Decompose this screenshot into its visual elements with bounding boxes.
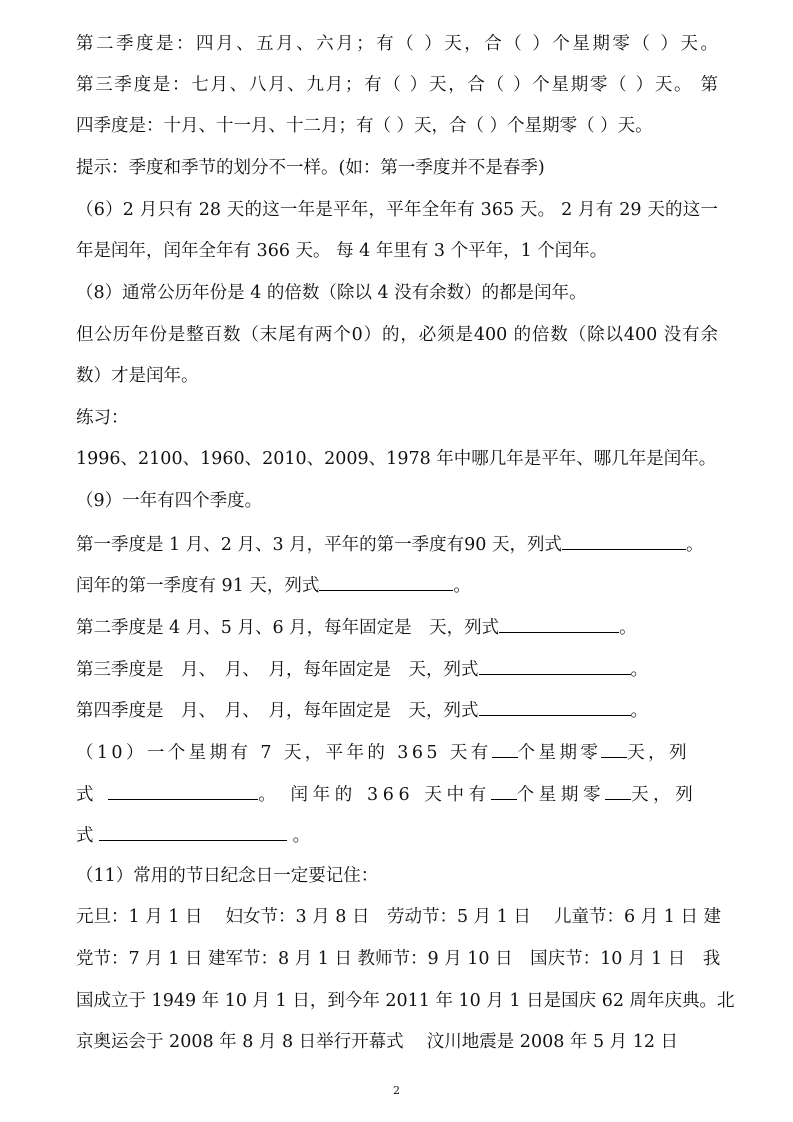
- text-line-q1-leap: [76, 572, 718, 598]
- answer-blank-weeks-leap[interactable]: [491, 781, 517, 800]
- text-line-item-8c: 数）才是闰年。: [76, 366, 199, 386]
- text-line-item-10c: [76, 822, 718, 848]
- text-line-item-6b: 年是闰年，闰年全年有 366 天。 每 4 年里有 3 个平年，1 个闰年。: [76, 241, 608, 261]
- answer-blank-formula-leap[interactable]: [99, 822, 287, 841]
- text-line-item-11: （11）常用的节日纪念日一定要记住：: [76, 866, 379, 886]
- text-line-item-10b: [76, 781, 718, 807]
- text-line-holidays-1: 元旦：1 月 1 日 妇女节：3 月 8 日 劳动节：5 月 1 日 儿童节：6 月 1 日 建: [76, 907, 722, 927]
- text-line-q4: [76, 697, 718, 723]
- q1-leap-text: 闰年的第一季度有 91 天，列式: [76, 576, 320, 596]
- text-line-quarter-2: 第二季度是：四月、五月、六月；有（ ）天，合（ ）个星期零（ ）天。: [76, 34, 718, 54]
- answer-blank-q1-common[interactable]: [562, 531, 686, 550]
- punctuation: 。: [685, 535, 704, 555]
- text-line-q3: [76, 656, 718, 682]
- item-10b-start: 式: [76, 785, 99, 805]
- answer-blank-q4[interactable]: [479, 697, 631, 716]
- q1-common-text: 第一季度是 1 月、2 月、3 月，平年的第一季度有90 天，列式: [76, 535, 562, 555]
- punctuation: 。: [630, 701, 648, 721]
- q3-text: 第三季度是 月、 月、 月，每年固定是 天，列式: [76, 660, 479, 680]
- punctuation: 。: [630, 660, 648, 680]
- text-line-item-8b: 但公历年份是整百数（末尾有两个0）的，必须是400 的倍数（除以400 没有余: [76, 325, 718, 345]
- answer-blank-days-leap[interactable]: [605, 781, 631, 800]
- answer-blank-q3[interactable]: [479, 656, 631, 675]
- item-10b-text: 。 闰年的 366 天中有: [258, 785, 491, 805]
- text-line-item-9: （9）一年有四个季度。: [76, 491, 263, 511]
- answer-blank-q1-leap[interactable]: [319, 572, 453, 591]
- answer-blank-q2[interactable]: [499, 614, 619, 633]
- text-line-hint: 提示：季度和季节的划分不一样。(如：第一季度并不是春季): [76, 158, 545, 178]
- text-line-holidays-4: 京奥运会于 2008 年 8 月 8 日举行开幕式 汶川地震是 2008 年 5 月 12 日: [76, 1032, 679, 1052]
- text-line-holidays-2: 党节：7 月 1 日 建军节：8 月 1 日 教师节：9 月 10 日 国庆节：10 月 1 日 我: [76, 949, 721, 969]
- q2-text: 第二季度是 4 月、5 月、6 月，每年固定是 天，列式: [76, 618, 500, 638]
- text-line-holidays-3: 国成立于 1949 年 10 月 1 日，到今年 2011 年 10 月 1 日是国庆 62 周年庆典。北: [76, 991, 735, 1011]
- text-line-practice-question: 1996、2100、1960、2010、2009、1978 年中哪几年是平年、哪几年是闰年。: [76, 449, 717, 469]
- item-10-text-mid: 个星期零: [517, 743, 602, 763]
- answer-blank-weeks-common[interactable]: [492, 739, 518, 758]
- text-line-quarter-3: 第三季度是：七月、八月、九月；有（ ）天，合（ ）个星期零（ ）天。 第: [76, 75, 718, 95]
- text-line-quarter-4: 四季度是：十月、十一月、十二月；有（ ）天，合（ ）个星期零（ ）天。: [76, 116, 653, 136]
- item-10-text-end: 天，列: [627, 743, 690, 763]
- text-line-q1-common: [76, 531, 718, 557]
- punctuation: 。: [292, 826, 311, 846]
- item-10b-text-end: 天，列: [631, 785, 698, 805]
- text-line-q2: [76, 614, 718, 640]
- text-line-item-6a: （6）2 月只有 28 天的这一年是平年，平年全年有 365 天。 2 月有 29 天的这一: [76, 200, 718, 220]
- text-line-item-8a: （8）通常公历年份是 4 的倍数（除以 4 没有余数）的都是闰年。: [76, 283, 587, 303]
- answer-blank-days-common[interactable]: [601, 739, 627, 758]
- q4-text: 第四季度是 月、 月、 月，每年固定是 天，列式: [76, 701, 479, 721]
- punctuation: 。: [619, 618, 637, 638]
- text-line-item-10a: [76, 739, 718, 765]
- answer-blank-formula-common[interactable]: [108, 781, 258, 800]
- page-number: 2: [393, 1084, 400, 1097]
- item-10b-text-mid: 个星期零: [516, 785, 606, 805]
- punctuation: 。: [453, 576, 471, 596]
- text-line-practice-label: 练习：: [76, 408, 129, 428]
- item-10-text: （10）一个星期有 7 天，平年的 365 天有: [76, 743, 492, 763]
- item-10c-start: 式: [76, 826, 94, 846]
